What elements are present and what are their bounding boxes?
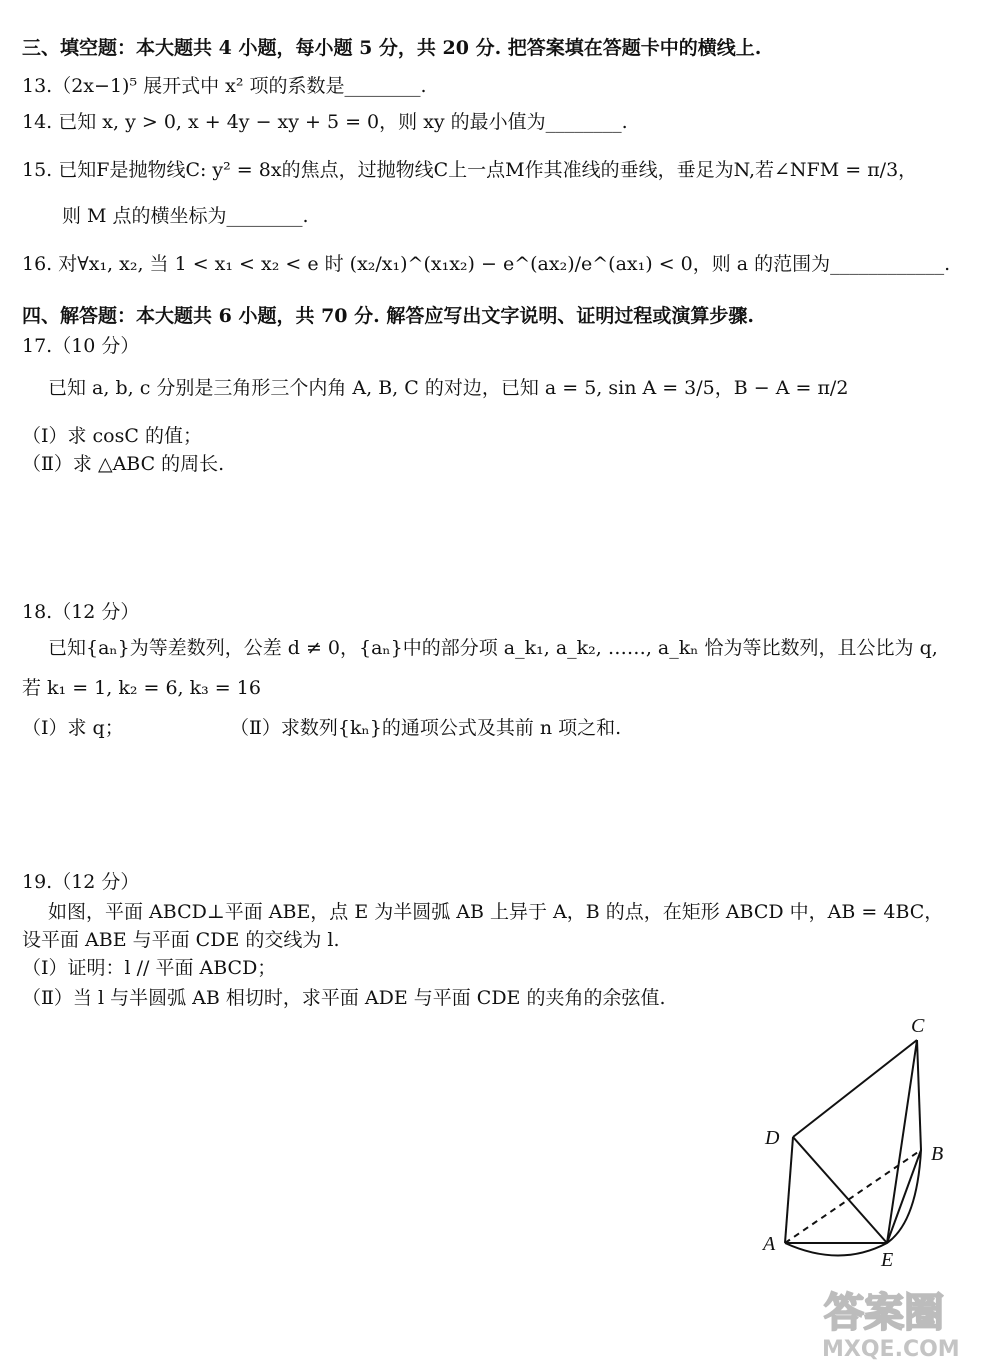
question-16: 16. 对∀x₁, x₂, 当 1 < x₁ < x₂ < e 时 (x₂/x₁)^(x₁x₂) − e^(ax₂)/e^(ax₁) < 0，则 a 的范围为____________.	[22, 253, 951, 275]
question-14: 14. 已知 x, y > 0, x + 4y − xy + 5 = 0，则 xy 的最小值为________.	[22, 111, 628, 133]
edge-cb	[917, 1040, 921, 1150]
question-15-line-1: 15. 已知F是抛物线C: y² = 8x的焦点，过抛物线C上一点M作其准线的垂线，垂足为N,若∠NFM = π/3，	[22, 159, 918, 181]
question-17-text: 已知 a, b, c 分别是三角形三个内角 A, B, C 的对边，已知 a = 5, sin A = 3/5，B − A = π/2	[48, 377, 849, 399]
question-17-part-2: （Ⅱ）求 △ABC 的周长.	[22, 453, 225, 475]
question-19-heading: 19.（12 分）	[22, 871, 140, 893]
label-e: E	[881, 1249, 894, 1271]
edge-eb	[887, 1150, 921, 1243]
edge-dc	[793, 1040, 917, 1137]
question-18-part-2: （Ⅱ）求数列{kₙ}的通项公式及其前 n 项之和.	[230, 717, 622, 739]
question-18-part-1: （Ⅰ）求 q；	[22, 717, 124, 739]
edge-da	[785, 1137, 793, 1243]
question-19-text-2: 设平面 ABE 与平面 CDE 的交线为 l.	[22, 929, 340, 951]
fill-blank-section-header: 三、填空题：本大题共 4 小题，每小题 5 分，共 20 分. 把答案填在答题卡中的横线上.	[22, 37, 762, 59]
question-13: 13.（2x−1)⁵ 展开式中 x² 项的系数是________.	[22, 75, 427, 97]
question-18-text-2: 若 k₁ = 1, k₂ = 6, k₃ = 16	[22, 677, 261, 699]
label-d: D	[765, 1127, 780, 1149]
solve-section-header: 四、解答题：本大题共 6 小题，共 70 分. 解答应写出文字说明、证明过程或演算步骤.	[22, 305, 754, 327]
label-c: C	[911, 1015, 925, 1037]
label-a: A	[763, 1233, 776, 1255]
question-18-heading: 18.（12 分）	[22, 601, 140, 623]
geometry-figure	[745, 1010, 985, 1280]
watermark-logo	[810, 1278, 1000, 1360]
edge-ce	[887, 1040, 917, 1243]
question-19-text-1: 如图，平面 ABCD⊥平面 ABE，点 E 为半圆弧 AB 上异于 A，B 的点，在矩形 ABCD 中，AB = 4BC，	[48, 901, 944, 923]
question-15-line-2: 则 M 点的横坐标为________.	[62, 205, 309, 227]
question-19-part-1: （Ⅰ）证明：l // 平面 ABCD；	[22, 957, 277, 979]
question-19-part-2: （Ⅱ）当 l 与半圆弧 AB 相切时，求平面 ADE 与平面 CDE 的夹角的余弦值.	[22, 987, 666, 1009]
watermark-url: MXQE.COM	[822, 1337, 960, 1360]
question-17-heading: 17.（10 分）	[22, 335, 140, 357]
question-17-part-1: （Ⅰ）求 cosC 的值；	[22, 425, 202, 447]
question-18-text-1: 已知{aₙ}为等差数列，公差 d ≠ 0，{aₙ}中的部分项 a_k₁, a_k₂, ……, a_kₙ 恰为等比数列，且公比为 q,	[48, 637, 938, 659]
watermark-text: 答案圈	[824, 1290, 944, 1336]
semicircle-arc	[785, 1150, 921, 1256]
label-b: B	[931, 1143, 944, 1165]
